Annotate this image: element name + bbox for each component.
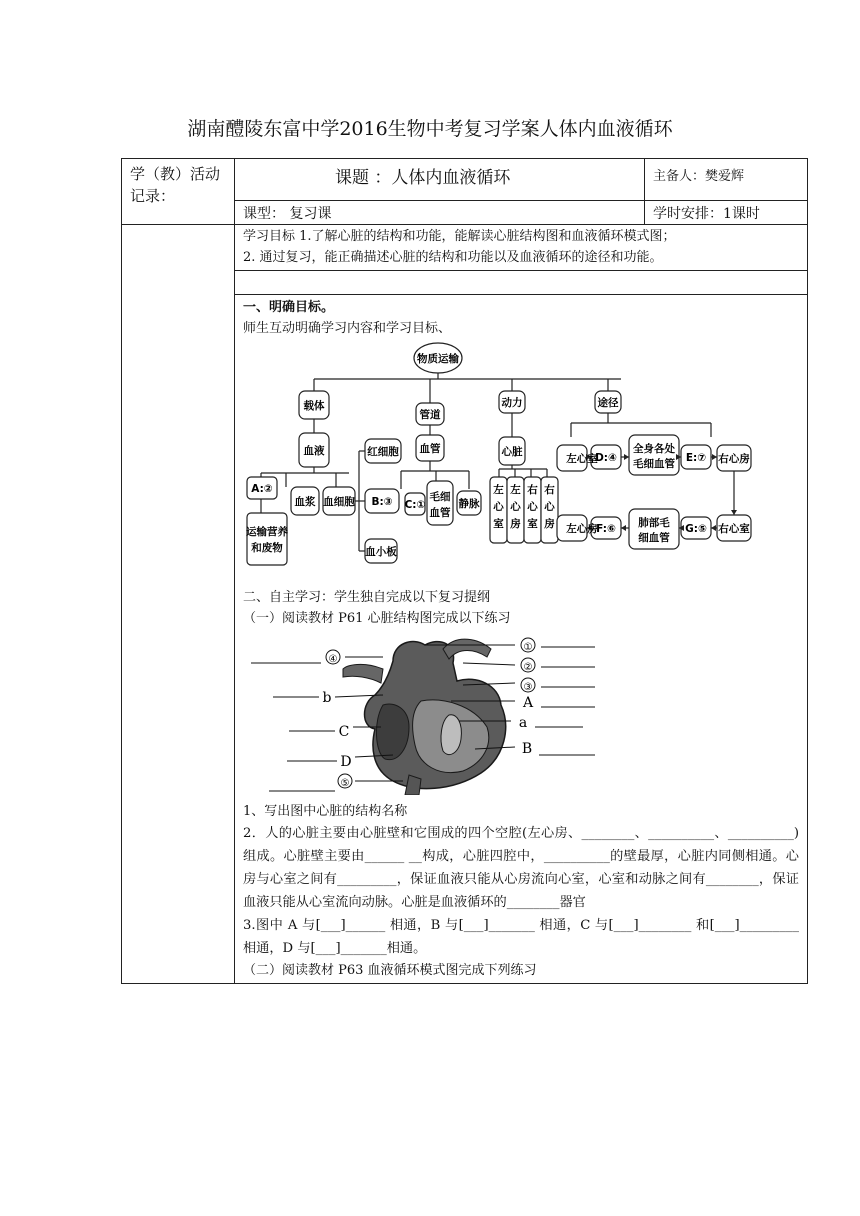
map-lung-cap-2: 细血管: [638, 532, 670, 544]
heart-label-3: ③: [523, 682, 533, 693]
chamber-char: 左: [493, 484, 504, 496]
map-f-box: F:⑥: [596, 523, 616, 535]
map-root: 物质运输: [417, 353, 459, 365]
chamber-char: 右: [527, 484, 538, 496]
map-e-box: E:⑦: [685, 452, 707, 464]
map-la: 左心房: [566, 523, 598, 535]
record-label: 学（教）活动记录：: [122, 159, 235, 225]
question-3: 3.图中 A 与[___]______ 相通，B 与[___]_______ 相通，C 与[___]________ 和[___]_________相通，D 与[___]_______相通。: [243, 918, 799, 956]
map-chamber-ra: [543, 483, 555, 530]
map-heart: 心脏: [501, 446, 523, 458]
map-g-box: G:⑤: [685, 523, 707, 535]
heart-illustration: [340, 639, 506, 795]
chamber-char: 室: [493, 518, 504, 530]
chamber-char: 右: [544, 484, 555, 496]
concept-map: [241, 341, 761, 573]
map-vessel: 血管: [419, 443, 441, 455]
map-capillary-2: 血管: [429, 507, 451, 519]
heart-label-B: B: [521, 741, 533, 757]
chamber-char: 心: [527, 501, 538, 513]
record-column: [122, 225, 235, 984]
heart-label-1: ①: [523, 642, 533, 653]
document-title: 湖南醴陵东富中学2016生物中考复习学案人体内血液循环: [187, 118, 673, 140]
map-power: 动力: [501, 397, 523, 409]
heart-label-4: ④: [328, 654, 338, 665]
heart-label-A: A: [522, 695, 534, 711]
goal-line-1: 学习目标 1.了解心脏的结构和功能，能解读心脏结构图和血液循环模式图；: [243, 229, 676, 244]
map-cells: 血细胞: [323, 496, 355, 508]
section2-sub1: （一）阅读教材 P61 心脏结构图完成以下练习: [243, 611, 511, 626]
lesson-plan-table: [121, 158, 808, 984]
empty-row: [235, 271, 808, 295]
heart-label-D: D: [340, 754, 352, 770]
map-carrier: 载体: [303, 400, 325, 412]
section2-sub2: （二）阅读教材 P63 血液循环模式图完成下列练习: [243, 963, 537, 978]
map-a-box: A:②: [251, 483, 273, 495]
chamber-char: 心: [493, 501, 504, 513]
map-rbc: 红细胞: [367, 446, 399, 458]
map-plasma: 血浆: [294, 496, 316, 508]
map-chamber-rv: [527, 483, 538, 530]
map-ra: 右心房: [718, 453, 750, 465]
chamber-char: 房: [510, 518, 521, 530]
map-body-cap-1: 全身各处: [633, 443, 675, 455]
heart-structure-diagram: [243, 635, 613, 795]
chamber-char: 心: [544, 501, 555, 513]
map-capillary-1: 毛细: [429, 491, 451, 503]
preparer: 主备人：樊爱辉: [645, 159, 808, 201]
section2-heading: 二、自主学习：学生独自完成以下复习提纲: [243, 590, 491, 605]
map-c-box: C:①: [404, 499, 426, 511]
map-d-box: D:④: [595, 452, 617, 464]
section1-heading: 一、明确目标。: [243, 300, 335, 315]
lesson-type: 课型： 复习课: [235, 201, 645, 225]
map-vein: 静脉: [458, 498, 480, 510]
map-path: 途径: [597, 397, 619, 409]
map-lv: 左心室: [566, 453, 598, 465]
heart-label-5: ⑤: [340, 778, 350, 789]
map-b-box: B:③: [371, 496, 393, 508]
chamber-char: 室: [527, 518, 538, 530]
map-chamber-lv: [493, 483, 504, 530]
heart-label-a: a: [518, 715, 528, 731]
heart-label-b: b: [322, 690, 332, 706]
map-lung-cap-1: 肺部毛: [638, 517, 670, 529]
chamber-char: 房: [544, 518, 555, 530]
chamber-char: 心: [510, 501, 521, 513]
map-body-cap-2: 毛细血管: [633, 458, 675, 470]
chamber-char: 左: [510, 484, 521, 496]
lesson-title: 课题 ：人体内血液循环: [235, 159, 645, 201]
map-chamber-la: [509, 483, 521, 530]
map-pipe: 管道: [419, 409, 441, 421]
heart-label-C: C: [338, 724, 350, 740]
section1-text: 师生互动明确学习内容和学习目标、: [243, 321, 452, 336]
map-platelet: 血小板: [365, 546, 397, 558]
goal-line-2: 2. 通过复习，能正确描述心脏的结构和功能以及血液循环的途径和功能。: [243, 250, 663, 265]
heart-label-2: ②: [523, 662, 533, 673]
map-transport-2: 和废物: [251, 542, 283, 554]
question-2: 2．人的心脏主要由心脏壁和它围成的四个空腔(左心房、________、__________、__________)组成。心脏壁主要由______ __构成，心脏四腔中，__________的壁最厚，心脏内同侧相通。心房与心室之间有_________，保证血液只能从心房流向心室，心室和动脉之间有________，保证血液只能从心室流向动脉。心脏是血液循环的________器官: [243, 826, 799, 910]
map-transport-1: 运输营养: [246, 526, 288, 538]
map-blood: 血液: [303, 445, 325, 457]
schedule: 学时安排：1课时: [645, 201, 808, 225]
question-1: 1、写出图中心脏的结构名称: [243, 804, 408, 819]
map-rv: 右心室: [718, 523, 750, 535]
